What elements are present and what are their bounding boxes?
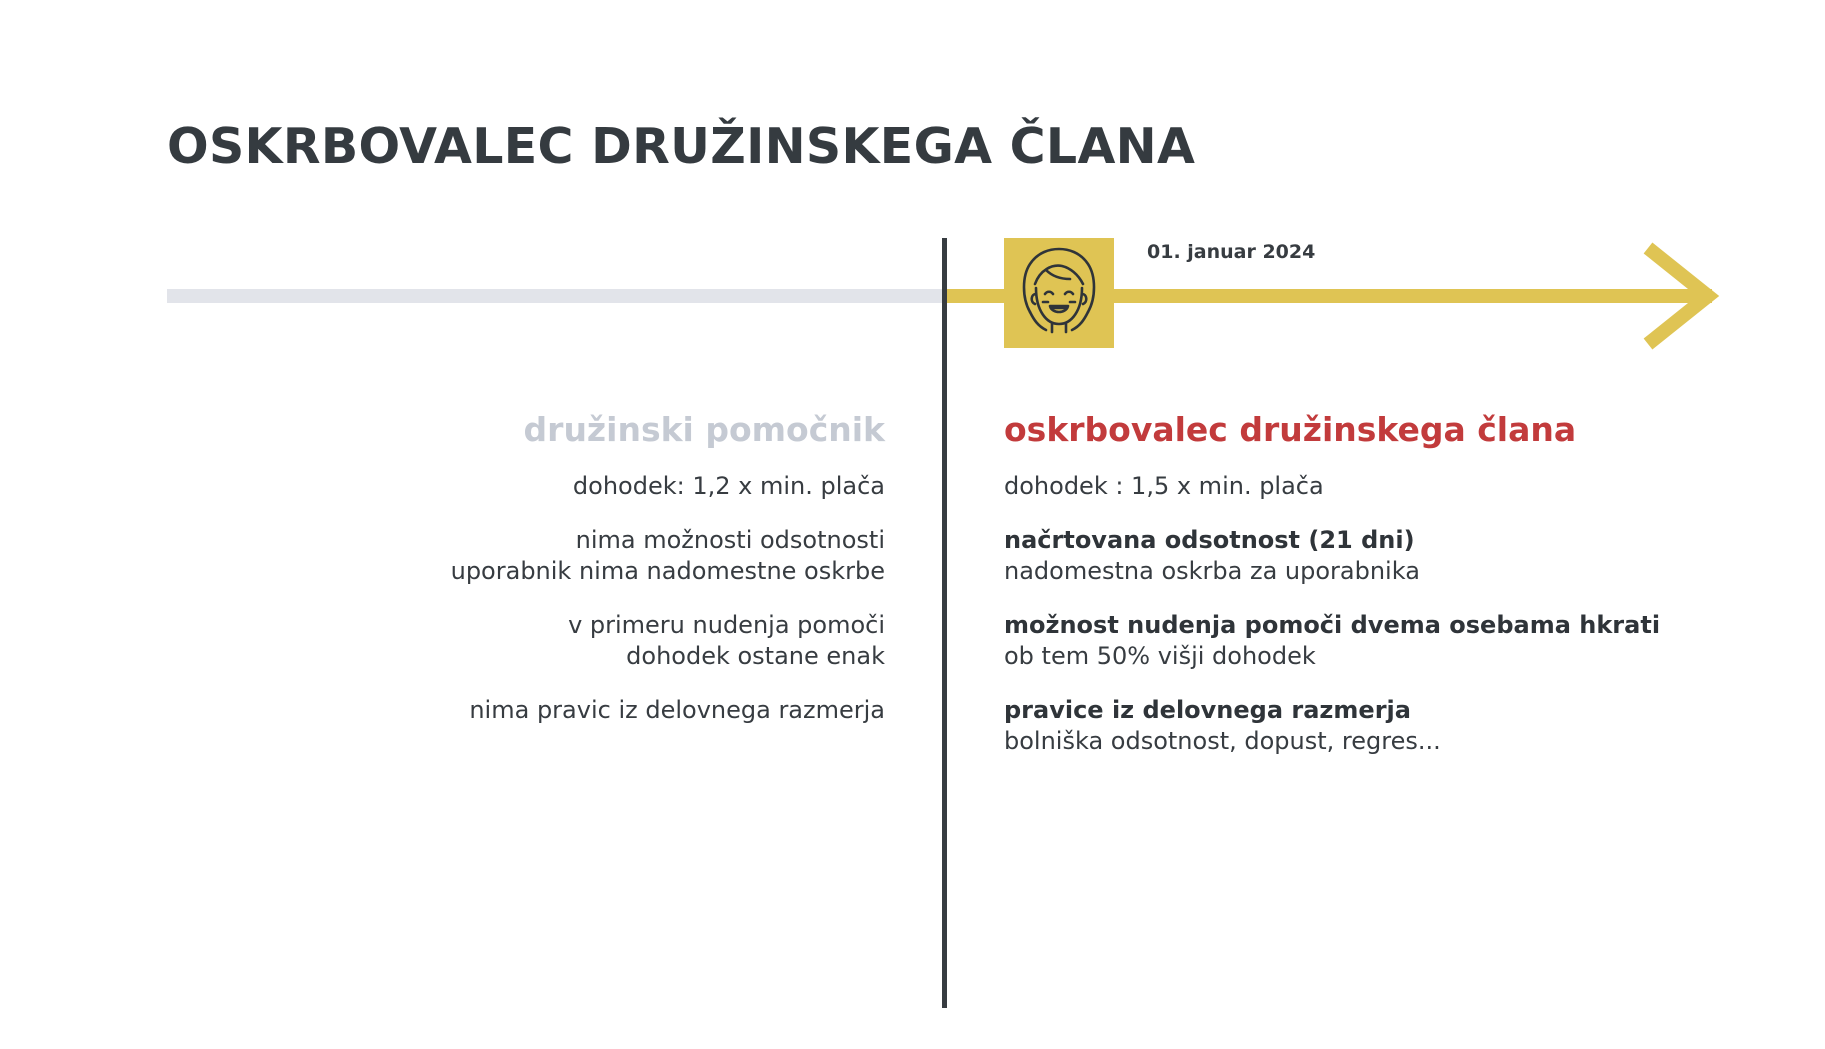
left-column (245, 408, 885, 749)
smiling-woman-icon (1016, 246, 1102, 340)
right-item-absence (1004, 525, 1764, 587)
right-item-text: bolniška odsotnost, dopust, regres... (1004, 727, 1441, 755)
right-item-bold: pravice iz delovnega razmerja (1004, 696, 1411, 724)
right-heading: oskrbovalec družinskega člana (1004, 410, 1577, 449)
right-item-income (1004, 471, 1764, 502)
right-item-text: dohodek : 1,5 x min. plača (1004, 472, 1324, 500)
left-item-text: dohodek ostane enak (626, 642, 885, 670)
right-item-bold: načrtovana odsotnost (21 dni) (1004, 526, 1415, 554)
right-item-text: ob tem 50% višji dohodek (1004, 642, 1316, 670)
arrow-right-icon (1640, 240, 1720, 352)
right-item-text: nadomestna oskrba za uporabnika (1004, 557, 1420, 585)
right-column (1004, 408, 1764, 780)
left-item-text: nima pravic iz delovnega razmerja (469, 696, 885, 724)
left-item-absence (245, 525, 885, 587)
left-item-income (245, 471, 885, 502)
right-item-multiple-care (1004, 610, 1764, 672)
page-title: OSKRBOVALEC DRUŽINSKEGA ČLANA (167, 118, 1196, 175)
timeline-past-bar (167, 289, 947, 303)
left-item-text: v primeru nudenja pomoči (568, 611, 885, 639)
left-item-text: nima možnosti odsotnosti (575, 526, 885, 554)
left-item-text: dohodek: 1,2 x min. plača (572, 472, 885, 500)
timeline-date: 01. januar 2024 (1147, 241, 1316, 263)
left-item-text: uporabnik nima nadomestne oskrbe (450, 557, 885, 585)
right-item-rights (1004, 695, 1764, 757)
left-item-rights (245, 695, 885, 726)
left-heading: družinski pomočnik (523, 410, 885, 449)
right-item-bold: možnost nudenja pomoči dvema osebama hkrati (1004, 611, 1661, 639)
timeline-divider (942, 238, 947, 1008)
left-item-multiple-care (245, 610, 885, 672)
avatar (1004, 238, 1114, 348)
